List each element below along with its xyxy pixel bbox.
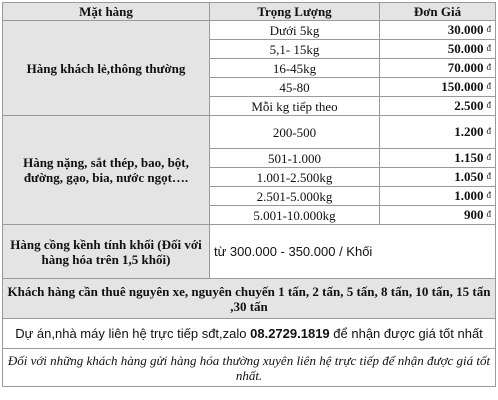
price-cell: 150.000 đ [380,78,496,97]
weight-cell: 200-500 [210,116,380,149]
price-cell: 2.500 đ [380,97,496,116]
table-row [3,21,496,40]
shipping-price-table [2,2,496,387]
category-heavy: Hàng nặng, sắt thép, bao, bột, đường, gạo, bia, nước ngọt…. [3,116,210,225]
weight-cell: Mỗi kg tiếp theo [210,97,380,116]
contact-note: Dự án,nhà máy liên hệ trực tiếp sđt,zalo 08.2729.1819 để nhận được giá tốt nhất [3,319,496,349]
price-cell: 900 đ [380,206,496,225]
regular-customer-note: Đối với những khách hàng gửi hàng hóa thường xuyên liên hệ trực tiếp để nhận được giá tốt nhất. [3,349,496,387]
weight-cell: 45-80 [210,78,380,97]
price-cell: 1.150 đ [380,149,496,168]
weight-cell: Dưới 5kg [210,21,380,40]
price-cell: 50.000 đ [380,40,496,59]
weight-cell: 16-45kg [210,59,380,78]
weight-cell: 5.001-10.000kg [210,206,380,225]
price-cell: 1.200 đ [380,116,496,149]
table-row [3,225,496,279]
weight-cell: 1.001-2.500kg [210,168,380,187]
price-cell: 70.000 đ [380,59,496,78]
category-regular: Hàng khách lẻ,thông thường [3,21,210,116]
vehicle-rental-note: Khách hàng cần thuê nguyên xe, nguyên chuyến 1 tấn, 2 tấn, 5 tấn, 8 tấn, 10 tấn, 15 tấn ,30 tấn [3,279,496,319]
weight-cell: 5,1- 15kg [210,40,380,59]
contact-phone: 08.2729.1819 [250,326,330,341]
table-row [3,349,496,387]
price-cell: 30.000 đ [380,21,496,40]
table-row [3,116,496,149]
table-row [3,279,496,319]
header-weight: Trọng Lượng [210,3,380,21]
weight-cell: 2.501-5.000kg [210,187,380,206]
header-row [3,3,496,21]
category-bulky: Hàng cồng kềnh tính khối (Đối với hàng hóa trên 1,5 khối) [3,225,210,279]
header-price: Đơn Giá [380,3,496,21]
weight-cell: 501-1.000 [210,149,380,168]
header-item: Mặt hàng [3,3,210,21]
bulky-price-range: từ 300.000 - 350.000 / Khối [210,225,496,279]
table-row [3,319,496,349]
price-cell: 1.000 đ [380,187,496,206]
price-cell: 1.050 đ [380,168,496,187]
